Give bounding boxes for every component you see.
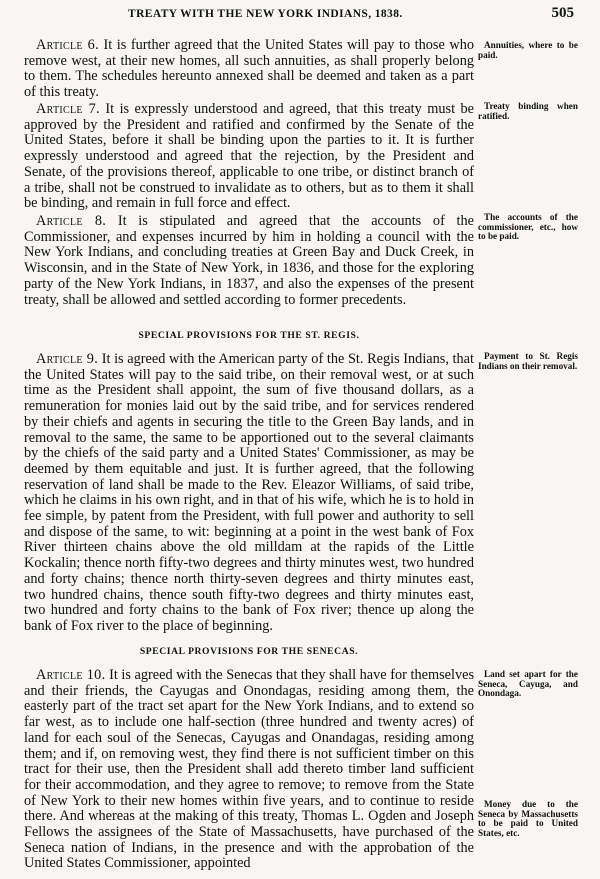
- article-10-label: Article 10.: [36, 667, 106, 683]
- treaty-body: [24, 38, 474, 872]
- article-10-text: It is agreed with the Senecas that they shall have for themselves and their friends, the Cayugas and Onondagas, residing among them, the easterly part of the tract set apart for the New York Indians, and to extend so far west, as to include one half-section (three hundred and twenty acres) of land for each soul of the Senecas, Cayugas and Onandagas, residing among them; and if, on removing west, they find there is not sufficient timber on this tract for their use, then the President shall add thereto timber land sufficient for their accommodation, and they agree to remove; to remove from the State of New York to their new homes within five years, and to continue to reside there. And whereas at the making of this treaty, Thomas L. Ogden and Joseph Fellows the assignees of the State of Massachusetts, have purchased of the Seneca nation of Indians, in the presence and with the approbation of the United States Commissioner, appointed: [24, 667, 475, 872]
- article-7: [24, 102, 474, 214]
- margin-note-accounts: The accounts of the commissioner, etc., how to be paid.: [478, 212, 578, 242]
- margin-note-payment-st-regis: Payment to St. Regis Indians on their removal.: [478, 351, 578, 371]
- article-8-text: It is stipulated and agreed that the accounts of the Commissioner, and expenses incurred by him in holding a council with the New York Indians, and concluding treaties at Green Bay and Duck Creek, in Wisconsin, and in the State of New York, in 1836, and those for the exploring party of the New York Indians, in 1837, and also the expenses of the present treaty, shall be allowed and settled according to former precedents.: [24, 213, 474, 308]
- article-8-label: Article 8.: [36, 213, 107, 229]
- margin-note-money-massachusetts: Money due to the Seneca by Massachusetts to be paid to United States, etc.: [478, 799, 578, 838]
- page-header: [0, 5, 600, 26]
- article-7-label: Article 7.: [36, 101, 100, 117]
- article-6-label: Article 6.: [36, 37, 99, 53]
- margin-note-land-senecas: Land set apart for the Seneca, Cayuga, and Onondaga.: [478, 669, 578, 699]
- margin-note-treaty-binding: Treaty binding when ratified.: [478, 101, 578, 121]
- article-9: [24, 352, 474, 642]
- article-8: [24, 214, 474, 326]
- margin-note-annuities: Annuities, where to be paid.: [478, 40, 578, 60]
- article-10: [24, 668, 474, 872]
- article-6-text: It is further agreed that the United States will pay to those who remove west, at their new homes, all such annuities, as shall properly belong to them. The schedules hereunto annexed shall be deemed and taken as a part of this treaty.: [24, 37, 474, 101]
- article-6: [24, 38, 474, 102]
- running-title: TREATY WITH THE NEW YORK INDIANS, 1838.: [128, 8, 403, 20]
- article-9-label: Article 9.: [36, 351, 99, 367]
- article-9-text: It is agreed with the American party of the St. Regis Indians, that the United States will pay to the said tribe, on their removal west, or at such time as the President shall appoint, the sum of five thousand dollars, as a remuneration for monies laid out by the said tribe, and for services rendered by their chiefs and agents in securing the title to the Green Bay lands, and in removal to the same, the same to be apportioned out to the several claimants by the chiefs of the said party and a United States' Commissioner, as may be deemed by them equitable and just. It is further agreed, that the following reservation of land shall be made to the Rev. Eleazor Williams, of said tribe, which he claims in his own right, and in that of his wife, which he is to hold in fee simple, by patent from the President, with full power and authority to sell and dispose of the same, to wit: beginning at a point in the west bank of Fox River thirteen chains above the old milldam at the rapids of the Little Kockalin; thence north fifty-two degrees and thirty minutes west, two hundred and forty chains; thence north thirty-seven degrees and thirty minutes east, two hundred chains, thence south fifty-two degrees and thirty minutes east, two hundred and forty chains to the bank of Fox river; thence up along the bank of Fox river to the place of beginning.: [24, 351, 474, 634]
- article-7-text: It is expressly understood and agreed, that this treaty must be approved by the President and ratified and confirmed by the Senate of the United States, before it shall be binding upon the parties to it. It is further expressly understood and agreed that the rejection, by the President and Senate, of the provisions thereof, applicable to one tribe, or distinct branch of a tribe, shall not be construed to invalidate as to others, but as to them it shall be binding, and remain in full force and effect.: [24, 101, 474, 212]
- heading-st-regis: SPECIAL PROVISIONS FOR THE ST. REGIS.: [138, 330, 360, 341]
- page-number: 505: [551, 5, 574, 21]
- heading-senecas: SPECIAL PROVISIONS FOR THE SENECAS.: [139, 646, 359, 657]
